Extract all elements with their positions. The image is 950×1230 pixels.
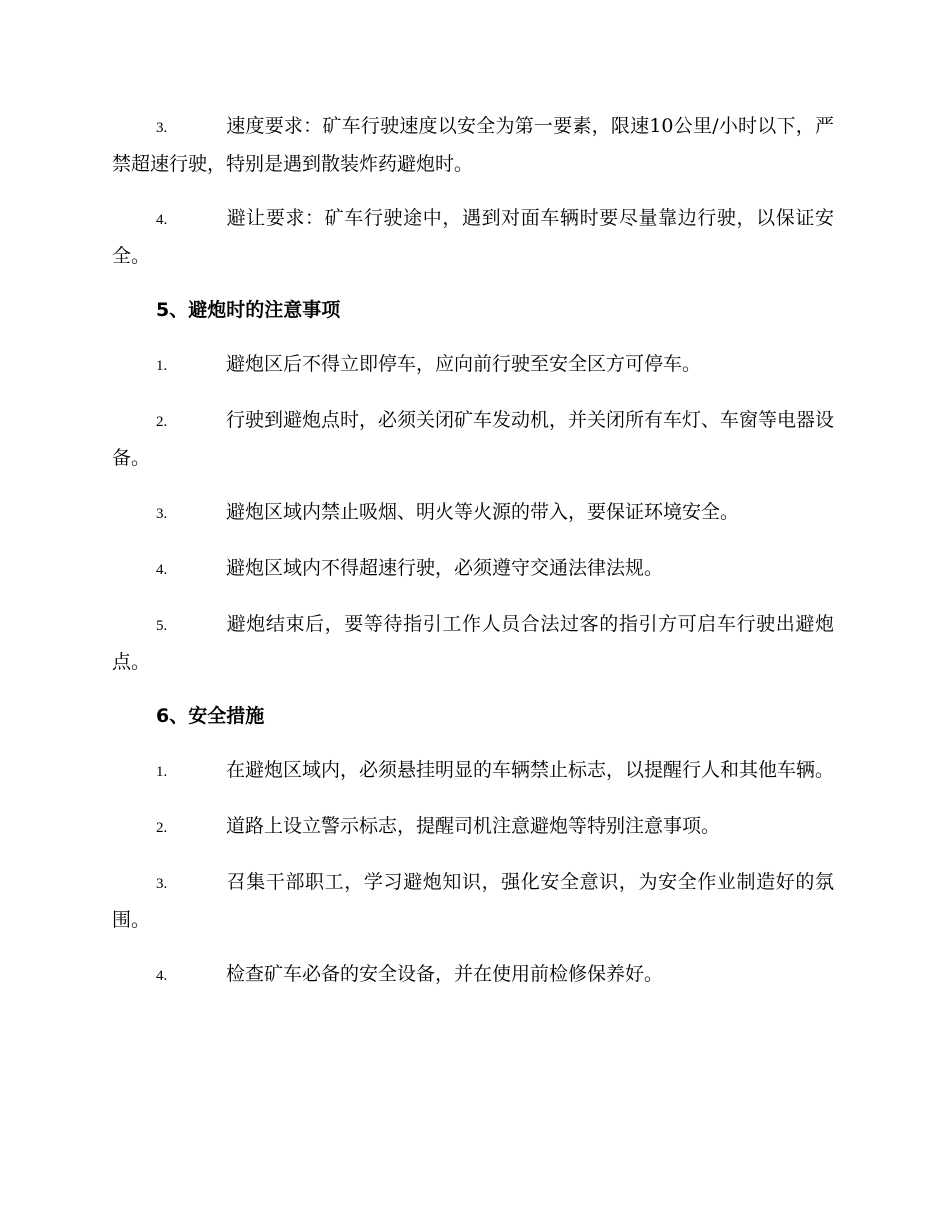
item-text: 速度要求：矿车行驶速度以安全为第一要素，限速10公里/小时以下，严禁超速行驶，特别是遇到散装炸药避炮时。 — [112, 115, 834, 175]
item-number: 3. — [156, 506, 168, 522]
list-item — [112, 346, 834, 384]
item-number: 2. — [156, 414, 168, 430]
section-heading-6: 6、安全措施 — [156, 705, 265, 727]
item-text: 避炮结束后，要等待指引工作人员合法过客的指引方可启车行驶出避炮点。 — [112, 613, 834, 673]
list-item — [112, 752, 834, 790]
item-text: 在避炮区域内，必须悬挂明显的车辆禁止标志，以提醒行人和其他车辆。 — [226, 759, 835, 781]
item-text: 避炮区域内禁止吸烟、明火等火源的带入，要保证环境安全。 — [226, 501, 740, 523]
item-number: 3. — [156, 876, 168, 892]
document-page — [112, 108, 834, 1012]
list-item — [112, 606, 834, 680]
item-text: 避炮区后不得立即停车，应向前行驶至安全区方可停车。 — [226, 353, 702, 375]
item-text: 避让要求：矿车行驶途中，遇到对面车辆时要尽量靠边行驶，以保证安全。 — [112, 207, 834, 267]
item-number: 1. — [156, 764, 168, 780]
item-text: 行驶到避炮点时，必须关闭矿车发动机，并关闭所有车灯、车窗等电器设备。 — [112, 409, 835, 469]
item-text: 召集干部职工，学习避炮知识，强化安全意识，为安全作业制造好的氛围。 — [112, 871, 834, 931]
list-item — [112, 808, 834, 846]
item-number: 3. — [156, 120, 168, 136]
list-item-speed — [112, 108, 834, 182]
list-item — [112, 864, 834, 938]
list-item — [112, 494, 834, 532]
item-number: 4. — [156, 968, 168, 984]
item-number: 4. — [156, 212, 168, 228]
item-number: 2. — [156, 820, 168, 836]
item-text: 检查矿车必备的安全设备，并在使用前检修保养好。 — [226, 963, 664, 985]
item-number: 4. — [156, 562, 168, 578]
list-item-yield — [112, 200, 834, 274]
section-heading-5: 5、避炮时的注意事项 — [156, 299, 341, 321]
item-text: 避炮区域内不得超速行驶，必须遵守交通法律法规。 — [226, 557, 664, 579]
item-number: 5. — [156, 618, 168, 634]
list-item — [112, 402, 834, 476]
list-item — [112, 956, 834, 994]
item-number: 1. — [156, 358, 168, 374]
list-item — [112, 550, 834, 588]
item-text: 道路上设立警示标志，提醒司机注意避炮等特别注意事项。 — [226, 815, 721, 837]
